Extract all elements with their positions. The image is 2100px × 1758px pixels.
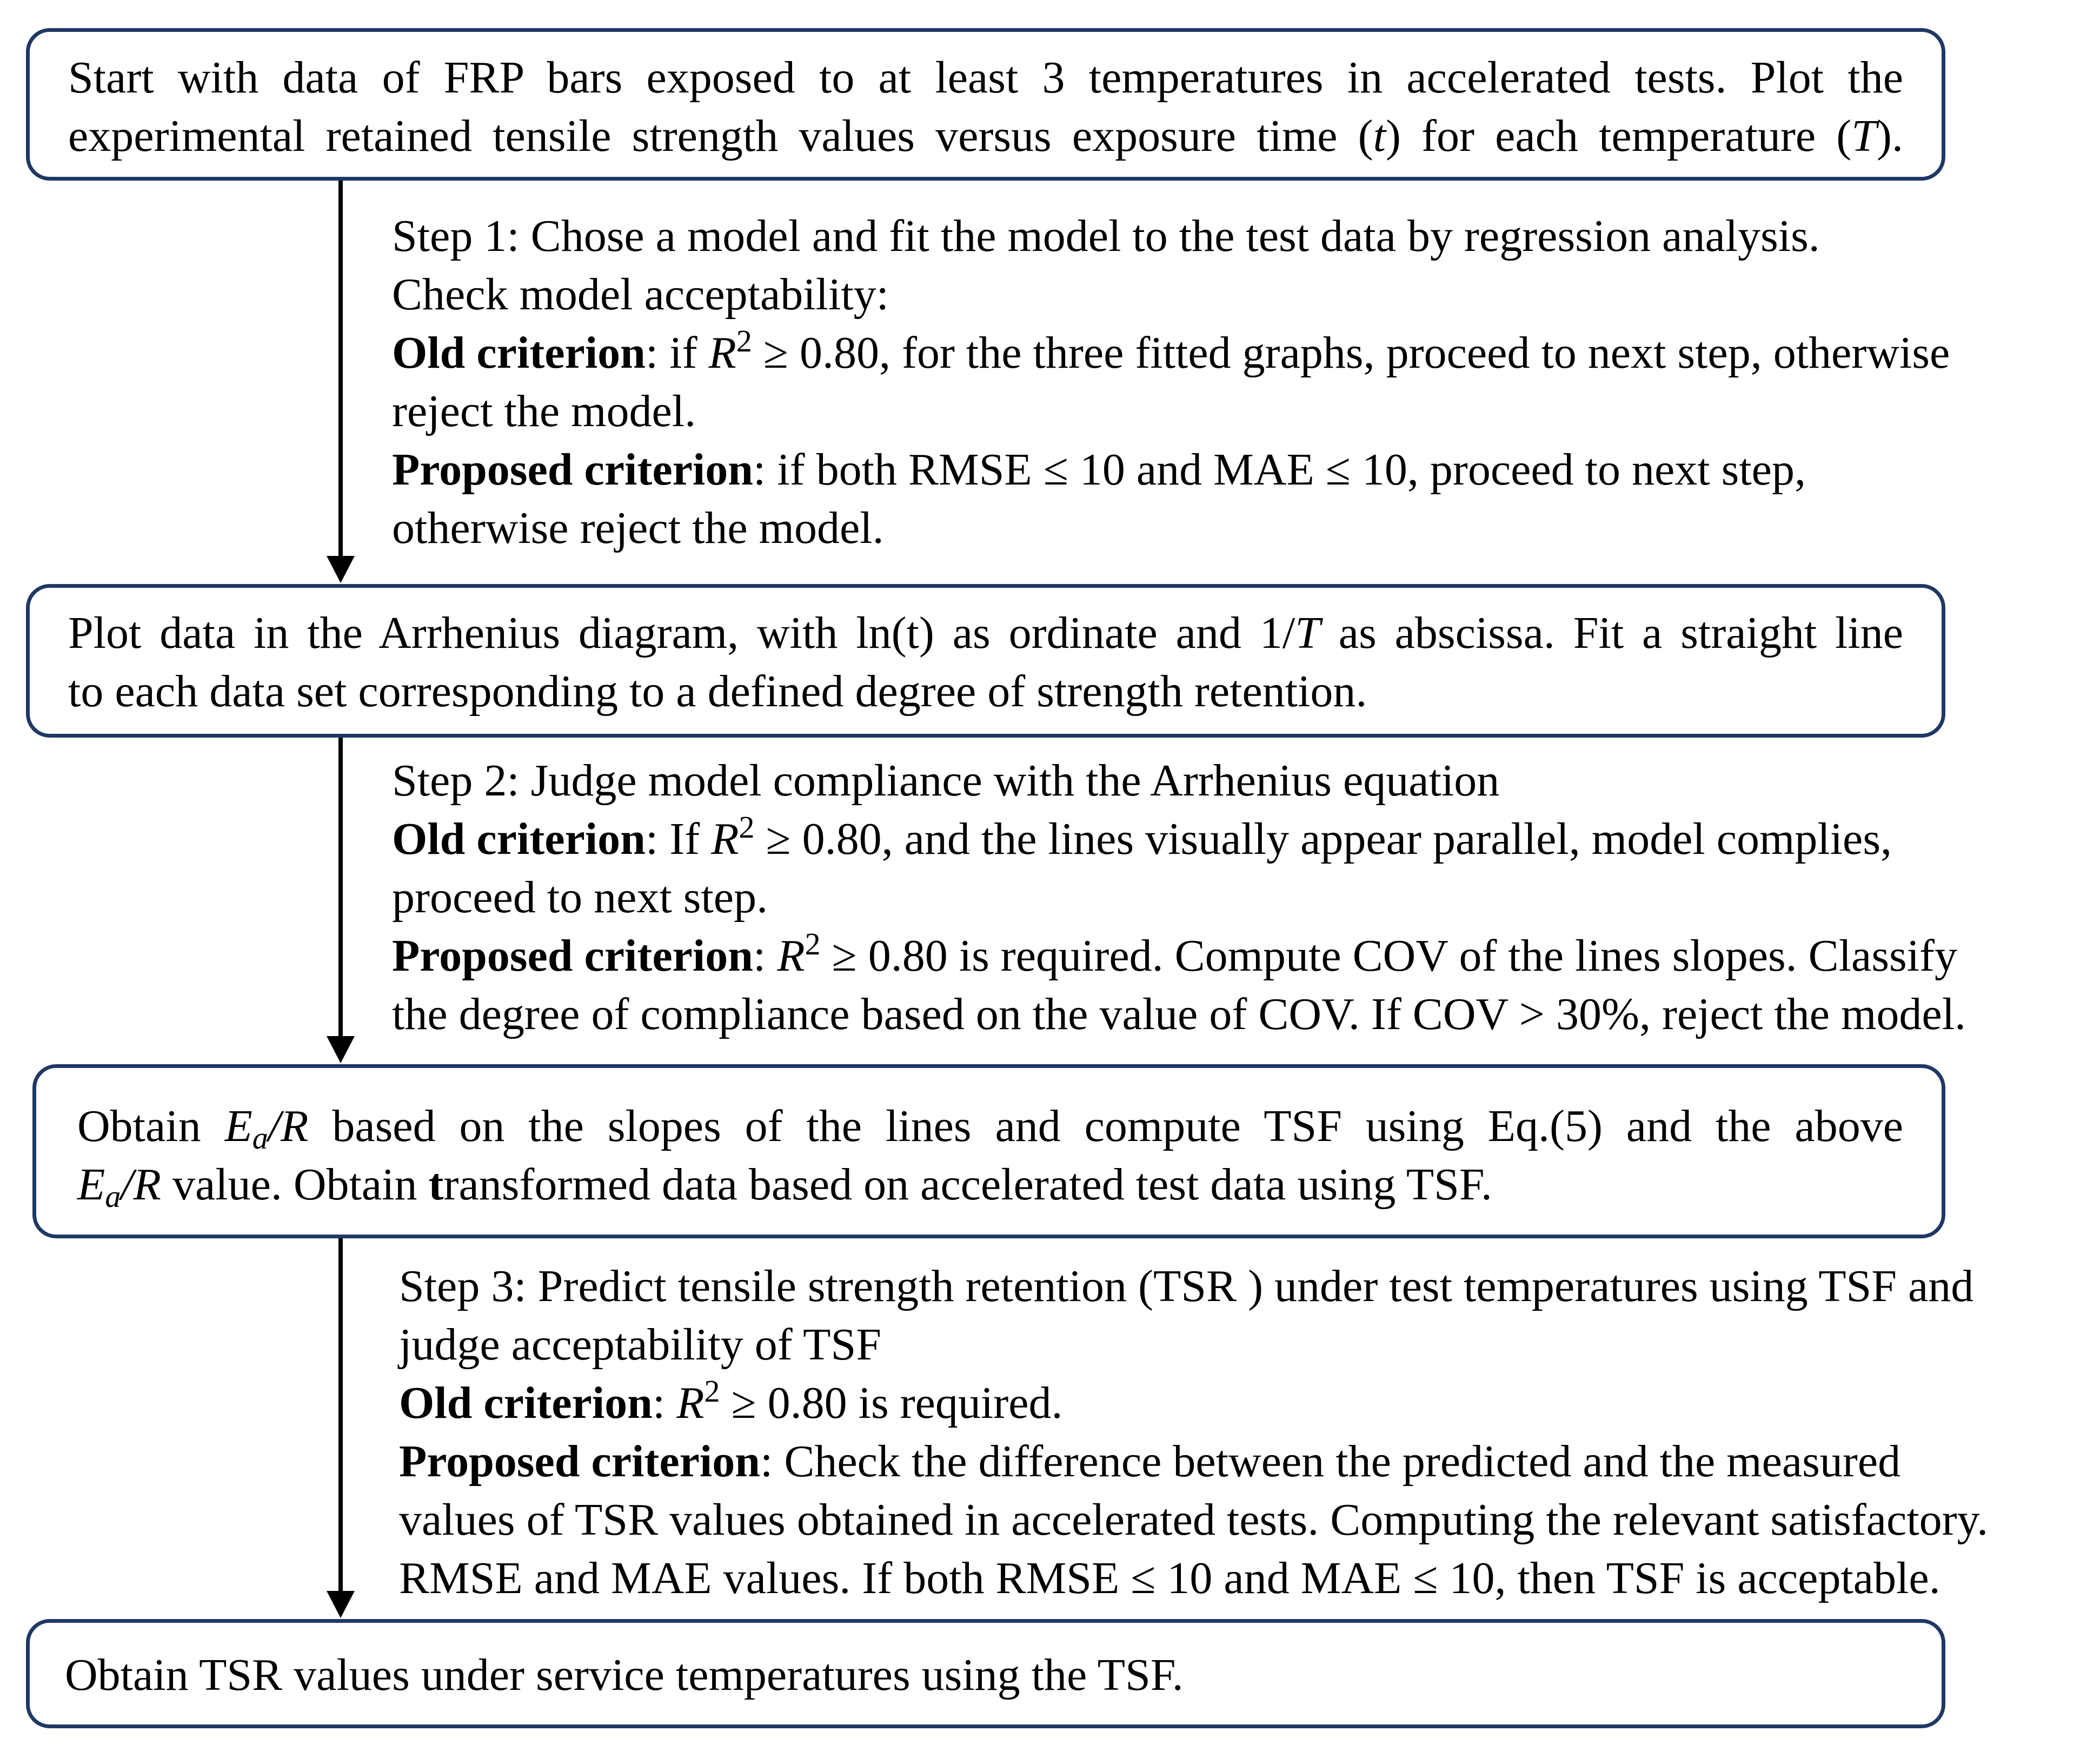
step-2-old-criterion-cont: proceed to next step. bbox=[392, 872, 768, 923]
step-2-note bbox=[392, 752, 1966, 1044]
step-3-note bbox=[399, 1257, 1988, 1608]
tsf-box-line-1: Obtain $E_a/R$ based on the slopes of the lines and compute TSF using Eq.(5) and the above bbox=[77, 1101, 1903, 1156]
start-box-line-2: experimental retained tensile strength values versus exposure time (t) for each temperature (T). bbox=[68, 111, 1903, 161]
arrow-1 bbox=[327, 180, 355, 583]
start-box-line-1: Start with data of FRP bars exposed to at least 3 temperatures in accelerated tests. Plot the bbox=[68, 52, 1903, 103]
step-3-title: Step 3: Predict tensile strength retention (TSR ) under test temperatures using TSF and bbox=[399, 1261, 1974, 1311]
step-3-proposed-criterion: Proposed criterion: Check the difference between the predicted and the measured bbox=[399, 1436, 1901, 1487]
step-3-old-criterion: Old criterion: $R^2 \ge 0.80$ is required. bbox=[399, 1374, 1063, 1428]
arrow-3 bbox=[327, 1238, 355, 1618]
step-2-proposed-criterion-cont: the degree of compliance based on the value of COV. If COV > 30%, reject the model. bbox=[392, 989, 1966, 1039]
step-1-title: Step 1: Chose a model and fit the model to the test data by regression analysis. bbox=[392, 211, 1820, 261]
step-3-proposed-criterion-cont-2: RMSE and MAE values. If both RMSE ≤ 10 and MAE ≤ 10, then TSF is acceptable. bbox=[399, 1553, 1940, 1603]
arrhenius-box-line-1: Plot data in the Arrhenius diagram, with ln(t) as ordinate and 1/T as abscissa. Fit a straight line bbox=[68, 608, 1903, 658]
step-2-title: Step 2: Judge model compliance with the Arrhenius equation bbox=[392, 755, 1500, 806]
tsf-box-line-2: $E_a/R$ value. Obtain transformed data based on accelerated test data using TSF. bbox=[77, 1159, 1492, 1214]
step-2-old-criterion: Old criterion: If $R^2 \ge 0.80$, and the lines visually appear parallel, model complies, bbox=[392, 810, 1892, 864]
step-1-proposed-criterion-cont: otherwise reject the model. bbox=[392, 503, 884, 553]
step-1-old-criterion: Old criterion: if $R^2 \ge 0.80$, for the three fitted graphs, proceed to next step, otherwise bbox=[392, 323, 1950, 378]
step-1-check: Check model acceptability: bbox=[392, 269, 889, 320]
step-3-proposed-criterion-cont: values of TSR values obtained in accelerated tests. Computing the relevant satisfactory. bbox=[399, 1495, 1989, 1545]
step-1-note bbox=[392, 207, 1950, 558]
final-box-line-1: Obtain TSR values under service temperatures using the TSF. bbox=[65, 1650, 1184, 1700]
step-3-title-cont: judge acceptability of TSF bbox=[399, 1319, 881, 1370]
arrhenius-box-line-2: to each data set corresponding to a defined degree of strength retention. bbox=[68, 666, 1367, 717]
step-2-proposed-criterion: Proposed criterion: $R^2 \ge 0.80$ is required. Compute COV of the lines slopes. Classify bbox=[392, 926, 1958, 981]
arrow-2 bbox=[327, 738, 355, 1063]
step-1-proposed-criterion: Proposed criterion: if both RMSE ≤ 10 and MAE ≤ 10, proceed to next step, bbox=[392, 445, 1806, 495]
step-1-old-criterion-cont: reject the model. bbox=[392, 386, 696, 436]
